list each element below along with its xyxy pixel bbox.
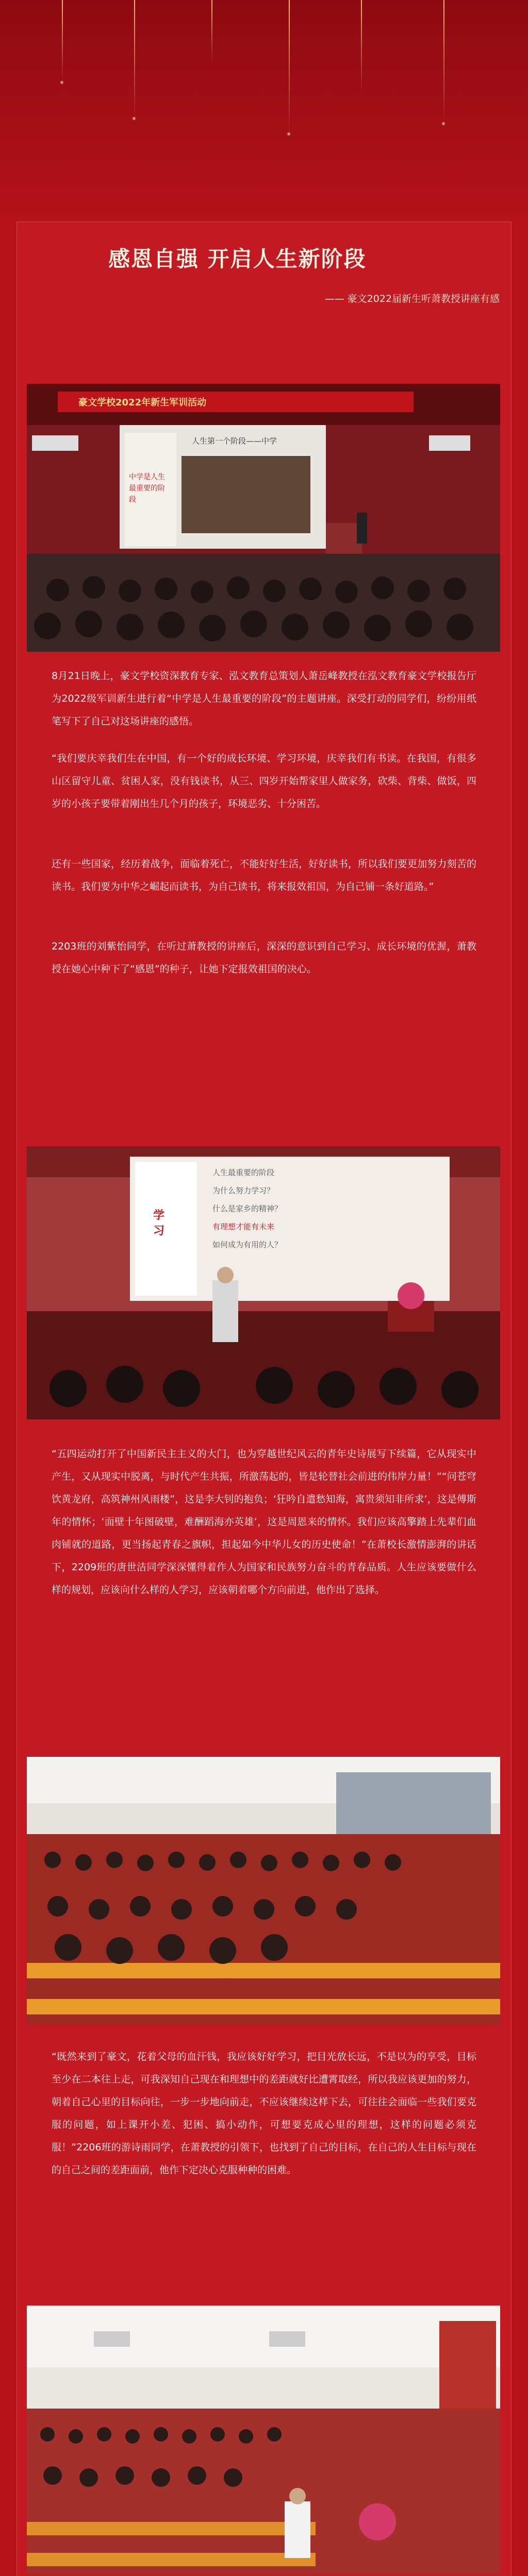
sparkle-icon <box>132 116 136 121</box>
photo1-screen-subtitle: 人生第一个阶段——中学 <box>192 436 277 446</box>
decorative-light-line <box>289 0 290 134</box>
decorative-light-line <box>211 0 212 62</box>
sparkle-icon <box>441 122 446 126</box>
paragraph-1: 8月21日晚上，豪文学校资深教育专家、泓文教育总策划人萧岳峰教授在泓文教育豪文学校报告厅为2022级军训新生进行着“中学是人生最重要的阶段”的主题讲座。深受打动的同学们，纷纷用纸笔写下了自己对这场讲座的感悟。 <box>52 670 476 727</box>
photo2-screen-line-1: 人生最重要的阶段 <box>212 1168 275 1177</box>
page-title: 感恩自强 开启人生新阶段 <box>108 246 367 272</box>
photo2-side-label: 学习 <box>153 1209 165 1238</box>
paragraph-6: “既然来到了豪文，花着父母的血汗钱，我应该好好学习，把目光放长远，不是以为的享受，目标至少在二本往上走，可我深知自己现在和理想中的差距就好比遭霄取经，所以我应该更加的努力，朝着自己心里的目标向往，一步一步地向前走，不应该继续这样下去，可往往会面临一些我们要克服的问题，如上课开小差、犯困、搞小动作，可想要克成心里的理想，这样的问题必须克服！”2206班的游诗雨同学，在萧教授的引领下，也找到了自己的目标，在自己的人生目标与现在的自己之间的差距面前，他作下定决心克服种种的困难。 <box>52 2051 476 2176</box>
lecture-photo-3-drawing <box>27 1757 500 2025</box>
decorative-light-line <box>134 0 135 118</box>
paragraph-2: “我们要庆幸我们生在中国，有一个好的成长环境、学习环境，庆幸我们有书读。在我国，有很多山区留守儿童、贫困人家，没有钱读书，从三、四岁开始帮家里人做家务，砍柴、背柴、做饭，四岁的小孩子要带着刚出生几个月的孩子，环境恶劣、十分困苦。 <box>52 753 476 809</box>
photo2-screen-line-4: 有理想才能有未来 <box>212 1222 275 1231</box>
decorative-light-line <box>62 0 63 82</box>
paragraph-5: “五四运动打开了中国新民主主义的大门，也为穿越世纪风云的青年史诗展写下续篇，它从现实中产生，又从现实中脱离，与时代产生共振，所激荡起的，皆是轮替社会前进的伟岸力量！”“问苍穹饮黄龙府，高筑神州风雨楼”，这是李大钊的抱负；‘狂吟自遣愁知海，寓贵须知非所求’，这是傅斯年的情怀；‘面壁十年图破壁，难酬蹈海亦英雄’，这是周恩来的情怀。我们应该高擎踏上先辈们血肉铺就的道路，更当扬起青春之旗帜，担起如今中华儿女的历史使命！”在萧校长激情澎湃的讲话下，2209班的唐世洁同学深深懂得着作人为国家和民族努力奋斗的青春品质。人生应该要做什么样的规划，应该向什么样的人学习，应该朝着哪个方向前进，他作出了选择。 <box>52 1448 476 1596</box>
sparkle-icon <box>287 132 291 136</box>
lecture-photo-4 <box>27 2306 500 2573</box>
decorative-light-line <box>443 0 444 124</box>
paragraph-3: 还有一些国家，经历着战争，面临着死亡，不能好好生活，好好读书，所以我们要更加努力刻苦的读书。我们要为中华之崛起而读书，为自己读书，将来报效祖国，为自己铺一条好道路。” <box>52 858 476 892</box>
photo2-screen-line-5: 如何成为有用的人？ <box>212 1240 283 1249</box>
title-block <box>28 242 500 319</box>
paragraph-4: 2203班的刘紫怡同学，在听过萧教授的讲座后，深深的意识到自己学习、成长环境的优渥，萧教授在她心中种下了“感恩”的种子，让她下定报效祖国的决心。 <box>52 941 476 975</box>
lecture-photo-3 <box>27 1757 500 2025</box>
photo2-screen-line-3: 什么是家乡的精神？ <box>212 1204 283 1213</box>
photo2-screen-line-2: 为什么努力学习？ <box>212 1186 275 1195</box>
lecture-photo-2 <box>27 1146 500 1419</box>
lecture-photo-4-drawing <box>27 2306 500 2573</box>
page-subtitle: —— 豪文2022届新生听萧教授讲座有感 <box>324 293 500 304</box>
photo1-banner-text: 豪文学校2022年新生军训活动 <box>78 397 207 408</box>
lecture-photo-1 <box>27 384 500 652</box>
header-banner-background <box>0 0 528 216</box>
photo1-screen-title: 中学是人生最重要的阶段 <box>129 473 165 504</box>
decorative-light-line <box>361 0 362 93</box>
sparkle-icon <box>60 80 64 84</box>
lecture-photo-1-drawing <box>27 384 500 652</box>
